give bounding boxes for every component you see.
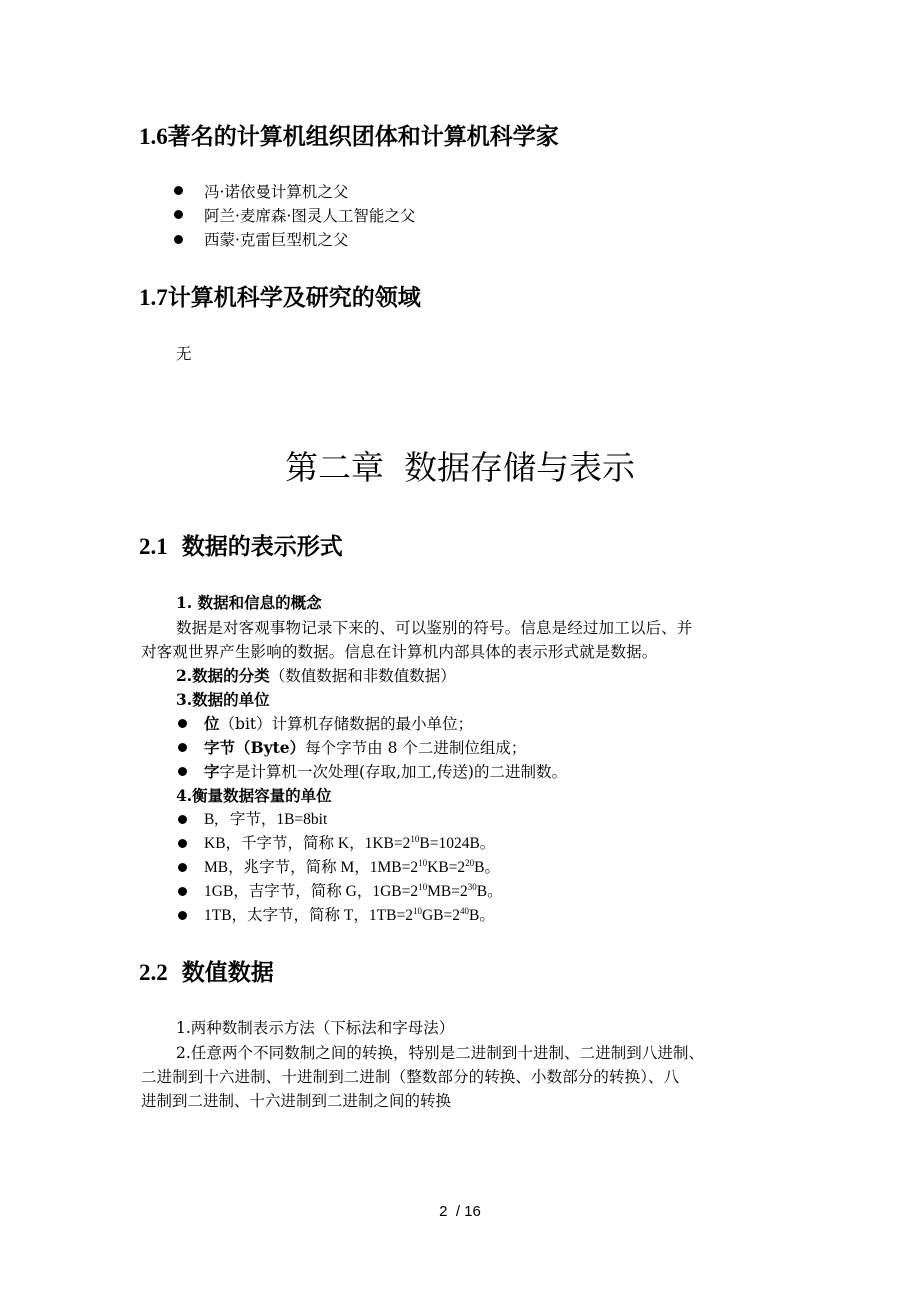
bullet-icon	[174, 186, 183, 195]
list-item	[204, 737, 526, 759]
unit-desc: （bit）计算机存储数据的最小单位；	[219, 715, 474, 733]
bullet-icon	[178, 839, 187, 848]
list-item	[204, 761, 567, 783]
section-body: 无	[176, 345, 192, 363]
subheading-label: 2.数据的分类	[176, 666, 270, 685]
chapter-name: 数据存储与表示	[404, 448, 635, 487]
subheading-data-units: 3.数据的单位	[176, 690, 270, 709]
chapter-number: 第二章	[285, 448, 384, 487]
subheading-note: （数值数据和非数值数据）	[269, 667, 456, 685]
subheading-capacity-units: 4.衡量数据容量的单位	[176, 786, 332, 805]
paragraph-line: 数据是对客观事物记录下来的、可以鉴别的符号。信息是经过加工以后、并	[176, 619, 693, 637]
list-item: KB，千字节，简称 K，$1KB=2^{10}B=1024B$。	[204, 834, 496, 852]
bullet-icon	[178, 911, 187, 920]
paragraph-line: 进制到二进制、十六进制到二进制之间的转换	[141, 1092, 452, 1110]
page-number: 2 / 16	[439, 1203, 481, 1220]
section-title: 数值数据	[181, 959, 274, 986]
section-number: 2.2	[139, 960, 168, 985]
section-title: 著名的计算机组织团体和计算机科学家	[167, 123, 559, 150]
bullet-icon	[178, 815, 187, 824]
unit-desc: 每个字节由 8 个二进制位组成；	[305, 739, 527, 757]
section-1-6-heading	[139, 122, 559, 152]
chapter-title	[0, 446, 920, 490]
list-item: 1GB，吉字节，简称 G，$1GB=2^{10}MB=2^{30}B$。	[204, 882, 503, 900]
bullet-icon	[174, 210, 183, 219]
section-2-2-heading	[139, 958, 274, 988]
section-1-7-heading	[139, 283, 421, 313]
section-number: 1.7	[139, 285, 168, 310]
paragraph-line: 2.任意两个不同数制之间的转换，特别是二进制到十进制、二进制到八进制、	[176, 1044, 705, 1062]
section-number: 1.6	[139, 124, 168, 149]
paragraph-line: 二进制到十六进制、十进制到二进制（整数部分的转换、小数部分的转换）、八	[141, 1068, 680, 1086]
list-item: 冯·诺依曼计算机之父	[204, 183, 349, 201]
unit-term: 字	[204, 762, 220, 781]
list-item: MB，兆字节，简称 M，$1MB=2^{10}KB=2^{20}B$。	[204, 858, 501, 876]
list-item	[204, 713, 473, 735]
bullet-icon	[178, 743, 187, 752]
bullet-icon	[178, 767, 187, 776]
section-title: 计算机科学及研究的领域	[167, 284, 421, 311]
list-item: 阿兰·麦席森·图灵人工智能之父	[204, 207, 416, 225]
unit-term: 字节（Byte）	[204, 738, 306, 757]
bullet-icon	[174, 235, 183, 244]
subheading-data-classification	[176, 665, 456, 687]
section-number: 2.1	[139, 534, 168, 559]
paragraph-line: 对客观世界产生影响的数据。信息在计算机内部具体的表示形式就是数据。	[141, 643, 658, 661]
bullet-icon	[178, 863, 187, 872]
bullet-icon	[178, 719, 187, 728]
list-item: 1TB，太字节，简称 T，$1TB=2^{10}GB=2^{40}B$。	[204, 906, 495, 924]
list-item: B, 字节，1B=8bit	[204, 811, 328, 828]
unit-desc: 字是计算机一次处理(存取,加工,传送)的二进制数。	[219, 763, 567, 781]
section-2-1-heading	[139, 532, 343, 562]
subheading-data-info: 1. 数据和信息的概念	[176, 593, 322, 612]
list-item: 西蒙·克雷巨型机之父	[204, 231, 349, 249]
paragraph-line: 1.两种数制表示方法（下标法和字母法）	[176, 1019, 455, 1037]
unit-term: 位	[204, 714, 220, 733]
bullet-icon	[178, 887, 187, 896]
section-title: 数据的表示形式	[181, 533, 343, 560]
